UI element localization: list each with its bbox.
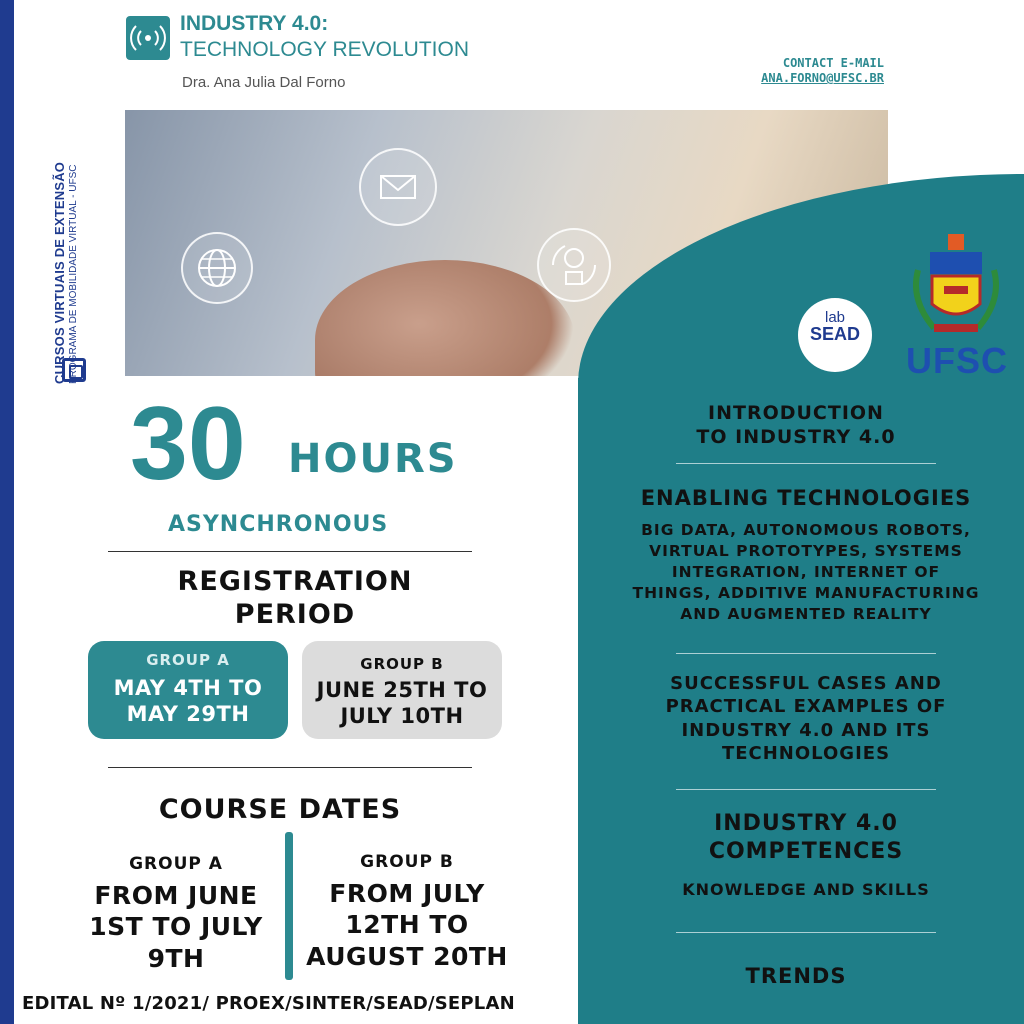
topic-introduction-line2: TO INDUSTRY 4.0: [696, 425, 896, 448]
topic-enabling-details: [598, 520, 1014, 625]
topic-competences: [598, 810, 1014, 899]
topic-competences-line2: COMPETENCES: [708, 839, 904, 865]
topic-cases-line1: SUCCESSFUL CASES AND: [670, 673, 942, 694]
vertical-line-1: CURSOS VIRTUAIS DE EXTENSÃO: [52, 161, 67, 384]
topic-enabling-line1: BIG DATA, AUTONOMOUS ROBOTS,: [641, 521, 971, 539]
course-dates-group-b-line1: FROM JULY: [329, 879, 485, 908]
registration-group-b-label: GROUP B: [360, 655, 444, 673]
registration-group-b-line2: JULY 10TH: [340, 704, 464, 729]
contact-email-link[interactable]: ANA.FORNO@UFSC.BR: [761, 71, 884, 85]
registration-group-a-line1: MAY 4TH TO: [113, 676, 263, 700]
course-subtitle: TECHNOLOGY REVOLUTION: [180, 38, 469, 61]
topic-divider-2: [676, 653, 936, 654]
topic-competences-line1: INDUSTRY 4.0: [714, 811, 898, 836]
hours-number: 30: [130, 386, 246, 502]
hours-label: HOURS: [288, 436, 458, 482]
contact-label: CONTACT E-MAIL: [782, 56, 884, 70]
course-dates-group-b-label: GROUP B: [360, 852, 454, 872]
topic-enabling-line5: AND AUGMENTED REALITY: [680, 605, 932, 624]
topic-enabling-line2: VIRTUAL PROTOTYPES, SYSTEMS: [649, 542, 963, 561]
topic-divider-3: [676, 789, 936, 790]
course-dates-group-b-dates: [300, 878, 514, 972]
topic-cases-line4: TECHNOLOGIES: [721, 743, 891, 765]
course-dates-group-b-line3: AUGUST 20TH: [306, 941, 508, 971]
course-dates-group-b-line2: 12TH TO: [345, 910, 469, 940]
divider-top: [108, 551, 472, 552]
topic-enabling-line3: INTEGRATION, INTERNET OF: [671, 563, 941, 582]
topic-enabling-technologies: [598, 486, 1014, 625]
topic-competences-sub: KNOWLEDGE AND SKILLS: [682, 880, 930, 900]
lab-sead-logo: [798, 298, 872, 372]
course-mode: ASYNCHRONOUS: [168, 512, 389, 537]
registration-heading-line1: REGISTRATION: [177, 566, 413, 597]
vertical-program-label: [52, 162, 79, 384]
topic-cases-line2: PRACTICAL EXAMPLES OF: [665, 696, 947, 718]
course-dates-divider: [285, 832, 293, 980]
topic-cases-line3: INDUSTRY 4.0 AND ITS: [681, 719, 931, 741]
divider-middle: [108, 767, 472, 768]
registration-heading: [108, 566, 482, 632]
topic-enabling-title: ENABLING TECHNOLOGIES: [640, 486, 972, 510]
course-dates-heading: COURSE DATES: [158, 794, 402, 825]
envelope-icon: [359, 148, 437, 226]
course-dates-group-a-dates: [76, 880, 276, 974]
registration-group-a-label: GROUP A: [146, 651, 230, 669]
globe-icon: [181, 232, 253, 304]
registration-group-a-line2: MAY 29TH: [126, 702, 250, 727]
registration-group-b: [302, 641, 502, 739]
money-exchange-icon: [537, 228, 611, 302]
course-dates-group-a-line3: 9TH: [147, 943, 205, 973]
registration-heading-line2: PERIOD: [234, 598, 356, 630]
vertical-line-2: PROGRAMA DE MOBILIDADE VIRTUAL - UFSC: [68, 164, 79, 384]
broadcast-icon: [126, 16, 170, 60]
course-dates-group-a: [76, 854, 276, 974]
topic-trends: TRENDS: [745, 964, 847, 988]
course-dates-group-a-line2: 1ST TO JULY: [89, 912, 263, 942]
registration-group-a: [88, 641, 288, 739]
author-name: Dra. Ana Julia Dal Forno: [182, 74, 346, 91]
topic-divider-1: [676, 463, 936, 464]
lab-sead-top: lab: [824, 309, 846, 326]
course-dates-group-b: [300, 852, 514, 972]
contact-block: [761, 56, 884, 85]
course-dates-group-a-line1: FROM JUNE: [94, 881, 258, 910]
university-crest-icon: [904, 230, 1008, 346]
topic-introduction-line1: INTRODUCTION: [708, 402, 884, 424]
course-title: INDUSTRY 4.0:: [180, 12, 329, 35]
ufsc-wordmark: UFSC: [906, 340, 1008, 381]
registration-group-b-dates: [302, 677, 502, 730]
topic-divider-4: [676, 932, 936, 933]
registration-group-a-dates: [88, 675, 288, 728]
topic-enabling-line4: THINGS, ADDITIVE MANUFACTURING: [632, 584, 980, 603]
hand-illustration: [315, 260, 575, 376]
left-accent-bar: [0, 0, 14, 1024]
course-dates-group-a-label: GROUP A: [129, 854, 223, 874]
lab-sead-bottom: SEAD: [809, 324, 860, 344]
edital-reference: EDITAL Nº 1/2021/ PROEX/SINTER/SEAD/SEPLAN: [22, 993, 515, 1014]
topic-introduction: [588, 402, 1004, 450]
registration-group-b-line1: JUNE 25TH TO: [316, 678, 488, 702]
topic-successful-cases: [598, 672, 1014, 766]
